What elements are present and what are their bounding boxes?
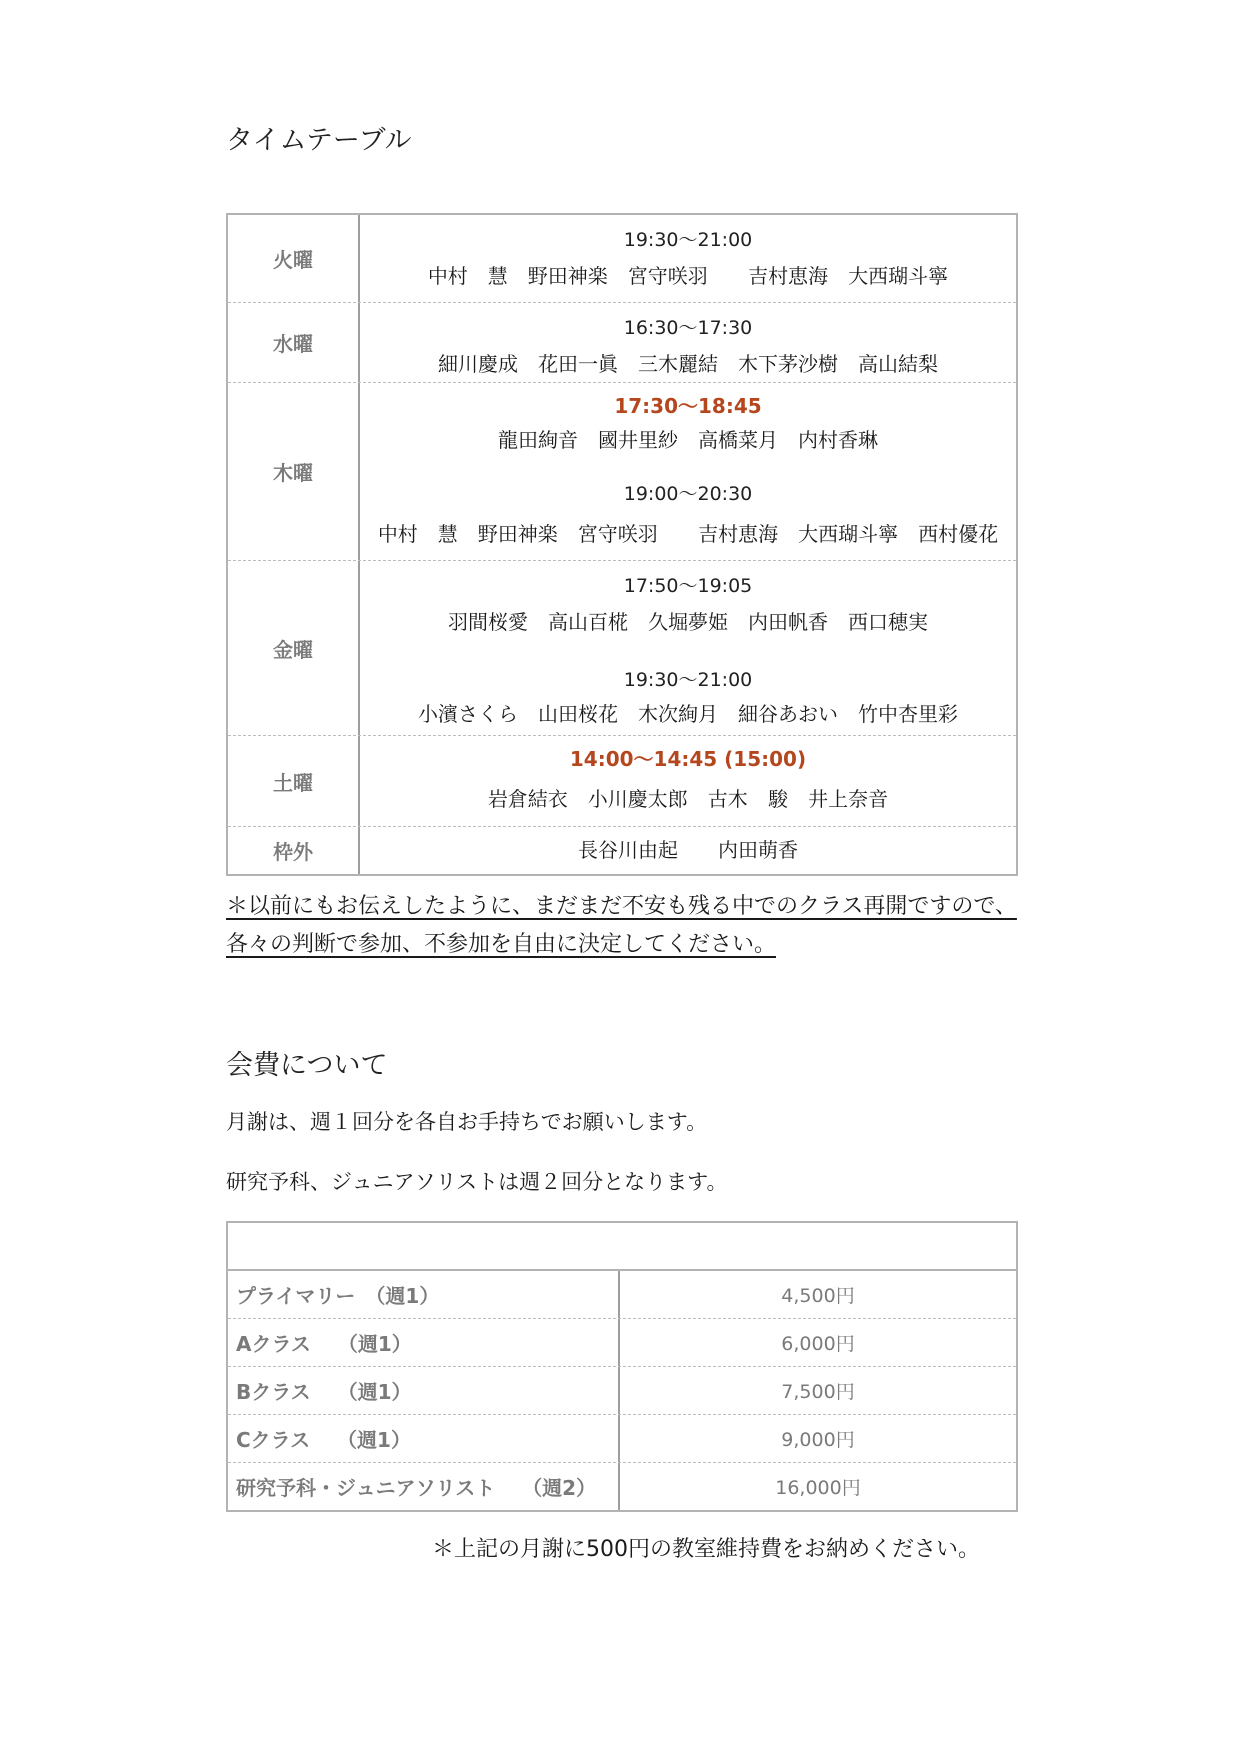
timetable-row-thursday (228, 383, 1016, 561)
slot-time: 19:30〜21:00 (623, 229, 753, 251)
fees-table (226, 1221, 1018, 1512)
slot-names: 細川慶成 花田一眞 三木麗結 木下茅沙樹 高山結梨 (438, 352, 938, 376)
fee-price: 9,000円 (781, 1429, 855, 1451)
timetable-note (226, 888, 1026, 964)
fee-price: 7,500円 (781, 1381, 855, 1403)
day-label: 火曜 (228, 215, 360, 302)
fees-table-header (228, 1223, 1016, 1271)
day-label: 水曜 (228, 303, 360, 382)
timetable-row-friday (228, 561, 1016, 736)
fee-row (228, 1271, 1016, 1319)
timetable-row-wednesday (228, 303, 1016, 383)
fee-row (228, 1367, 1016, 1415)
fee-row (228, 1319, 1016, 1367)
slot-time-highlight: 17:30〜18:45 (614, 394, 762, 418)
timetable-row-extra (228, 827, 1016, 874)
day-slots (360, 303, 1016, 382)
fees-heading: 会費について (226, 1050, 388, 1081)
day-slots (360, 561, 1016, 735)
fee-price: 16,000円 (775, 1477, 861, 1499)
slot-names: 龍田絢音 國井里紗 高橋菜月 内村香琳 (498, 428, 878, 452)
timetable-row-tuesday (228, 215, 1016, 303)
timetable-table (226, 213, 1018, 876)
fee-class-name: Bクラス （週1） (228, 1367, 620, 1414)
day-slots (360, 827, 1016, 874)
slot-names: 中村 慧 野田神楽 宮守咲羽 吉村恵海 大西瑚斗寧 (427, 264, 949, 288)
fees-note: ＊上記の月謝に500円の教室維持費をお納めください。 (432, 1537, 980, 1562)
day-slots (360, 383, 1016, 560)
fees-paragraph-2: 研究予科、ジュニアソリストは週２回分となります。 (226, 1170, 728, 1194)
day-label: 枠外 (228, 827, 360, 874)
timetable-heading: タイムテーブル (226, 125, 412, 156)
slot-time: 16:30〜17:30 (623, 317, 753, 339)
timetable-row-saturday (228, 736, 1016, 827)
slot-names: 中村 慧 野田神楽 宮守咲羽 吉村恵海 大西瑚斗寧 西村優花 (377, 522, 999, 546)
slot-time-highlight: 14:00〜14:45 (15:00) (569, 747, 807, 771)
fee-row (228, 1463, 1016, 1510)
slot-names: 羽間桜愛 高山百椛 久堀夢姫 内田帆香 西口穂実 (448, 610, 928, 634)
slot-time: 19:30〜21:00 (623, 669, 753, 691)
day-label: 木曜 (228, 383, 360, 560)
day-label: 金曜 (228, 561, 360, 735)
day-label: 土曜 (228, 736, 360, 826)
slot-time: 19:00〜20:30 (623, 483, 753, 505)
fee-row (228, 1415, 1016, 1463)
fee-class-name: 研究予科・ジュニアソリスト （週2） (228, 1463, 620, 1510)
fee-price: 6,000円 (781, 1333, 855, 1355)
slot-names: 長谷川由起 内田萌香 (578, 838, 798, 862)
timetable-note-text: ＊以前にもお伝えしたように、まだまだ不安も残る中でのクラス再開ですので、各々の判断で参加、不参加を自由に決定してください。 (226, 894, 1017, 957)
slot-time: 17:50〜19:05 (623, 575, 753, 597)
fee-class-name: Cクラス （週1） (228, 1415, 620, 1462)
slot-names: 小濱さくら 山田桜花 木次絢月 細谷あおい 竹中杏里彩 (418, 702, 958, 726)
day-slots (360, 736, 1016, 826)
fee-class-name: Aクラス （週1） (228, 1319, 620, 1366)
fees-paragraph-1: 月謝は、週１回分を各自お手持ちでお願いします。 (226, 1110, 708, 1134)
slot-names: 岩倉結衣 小川慶太郎 古木 駿 井上奈音 (487, 787, 889, 811)
fee-price: 4,500円 (781, 1285, 855, 1307)
day-slots (360, 215, 1016, 302)
fee-class-name: プライマリー （週1） (228, 1271, 620, 1318)
